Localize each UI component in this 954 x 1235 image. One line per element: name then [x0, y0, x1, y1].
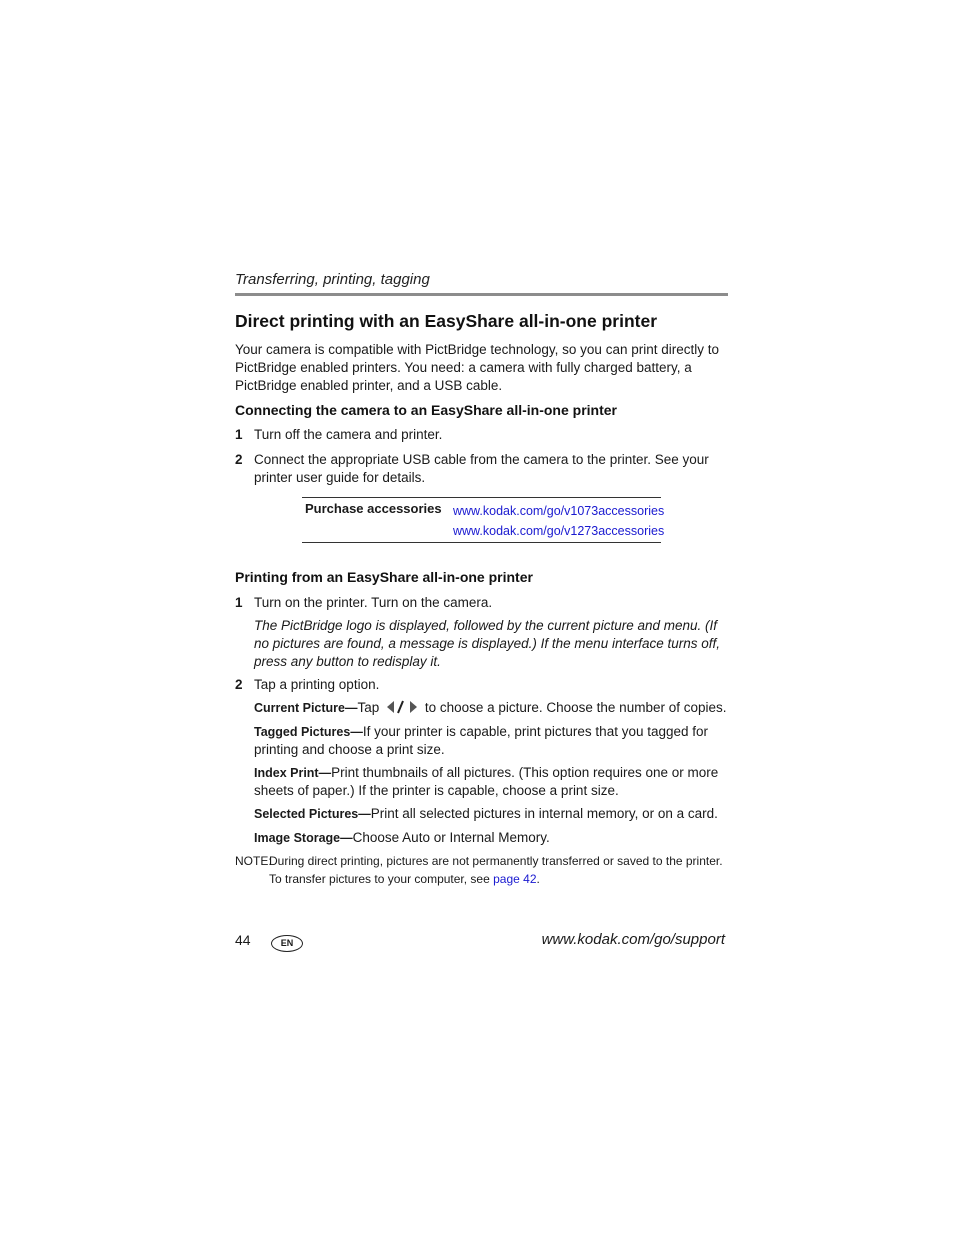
printing-step-1-result: The PictBridge logo is displayed, followed by the current picture and menu. (If no pictures are found, a message is displayed.) If the menu interface turns off, press any button to redisplay it.: [254, 618, 721, 669]
header-rule: [235, 293, 728, 296]
step-number: 1: [235, 595, 243, 610]
note-text: [269, 852, 725, 888]
option-text-pre: Tap: [357, 700, 380, 715]
option-text: Print thumbnails of all pictures. (This option requires one or more sheets of paper.) If the printer is capable, choose a print size.: [254, 765, 719, 798]
note-label: NOTE:: [235, 854, 272, 868]
page-number: 44: [235, 932, 251, 948]
step-text: Tap a printing option.: [254, 677, 380, 692]
section-header: Transferring, printing, tagging: [235, 271, 430, 288]
option-text: If your printer is capable, print pictures that you tagged for printing and choose a print size.: [254, 724, 709, 757]
option-text-post: to choose a picture. Choose the number of copies.: [424, 700, 727, 715]
note-end: .: [536, 872, 540, 886]
step-text: Connect the appropriate USB cable from the camera to the printer. See your printer user guide for details.: [254, 452, 709, 485]
page-title: Direct printing with an EasyShare all-in-one printer: [235, 311, 658, 331]
option-index-print: [254, 764, 729, 800]
note-body: During direct printing, pictures are not permanently transferred or saved to the printer. To transfer pictures to your computer, see: [269, 854, 723, 886]
footer-url[interactable]: www.kodak.com/go/support: [541, 931, 725, 948]
step-number: 2: [235, 677, 243, 692]
accessories-table: [302, 497, 665, 543]
option-label: Image Storage—: [254, 831, 353, 845]
left-right-arrows-icon: [387, 700, 417, 714]
step-number: 2: [235, 452, 243, 467]
option-text: Choose Auto or Internal Memory.: [352, 830, 550, 845]
step-text: Turn on the printer. Turn on the camera.: [254, 595, 493, 610]
option-tagged-pictures: [254, 723, 729, 759]
step-text: Turn off the camera and printer.: [254, 427, 443, 442]
note-page-link[interactable]: page 42: [493, 872, 537, 886]
option-label: Selected Pictures—: [254, 807, 371, 821]
option-label: Tagged Pictures—: [254, 725, 363, 739]
option-label: Current Picture—: [254, 701, 358, 715]
connecting-heading: Connecting the camera to an EasyShare all-in-one printer: [235, 402, 617, 418]
option-current-picture: [254, 699, 729, 717]
option-label: Index Print—: [254, 766, 332, 780]
option-selected-pictures: [254, 805, 729, 823]
printing-heading: Printing from an EasyShare all-in-one printer: [235, 569, 533, 585]
accessories-link-v1273[interactable]: www.kodak.com/go/v1273accessories: [453, 524, 665, 538]
accessories-link-v1073[interactable]: www.kodak.com/go/v1073accessories: [453, 504, 665, 518]
accessories-label: Purchase accessories: [305, 501, 442, 516]
step-number: 1: [235, 427, 243, 442]
language-badge: EN: [271, 935, 303, 952]
accessories-links: [453, 501, 664, 541]
intro-paragraph: Your camera is compatible with PictBridge technology, so you can print directly to PictBridge enabled printers. You need: a camera with fully charged battery, a PictBridge enabled printer, and a USB cable.: [235, 342, 719, 393]
option-text: Print all selected pictures in internal memory, or on a card.: [370, 806, 718, 821]
option-image-storage: [254, 829, 729, 847]
